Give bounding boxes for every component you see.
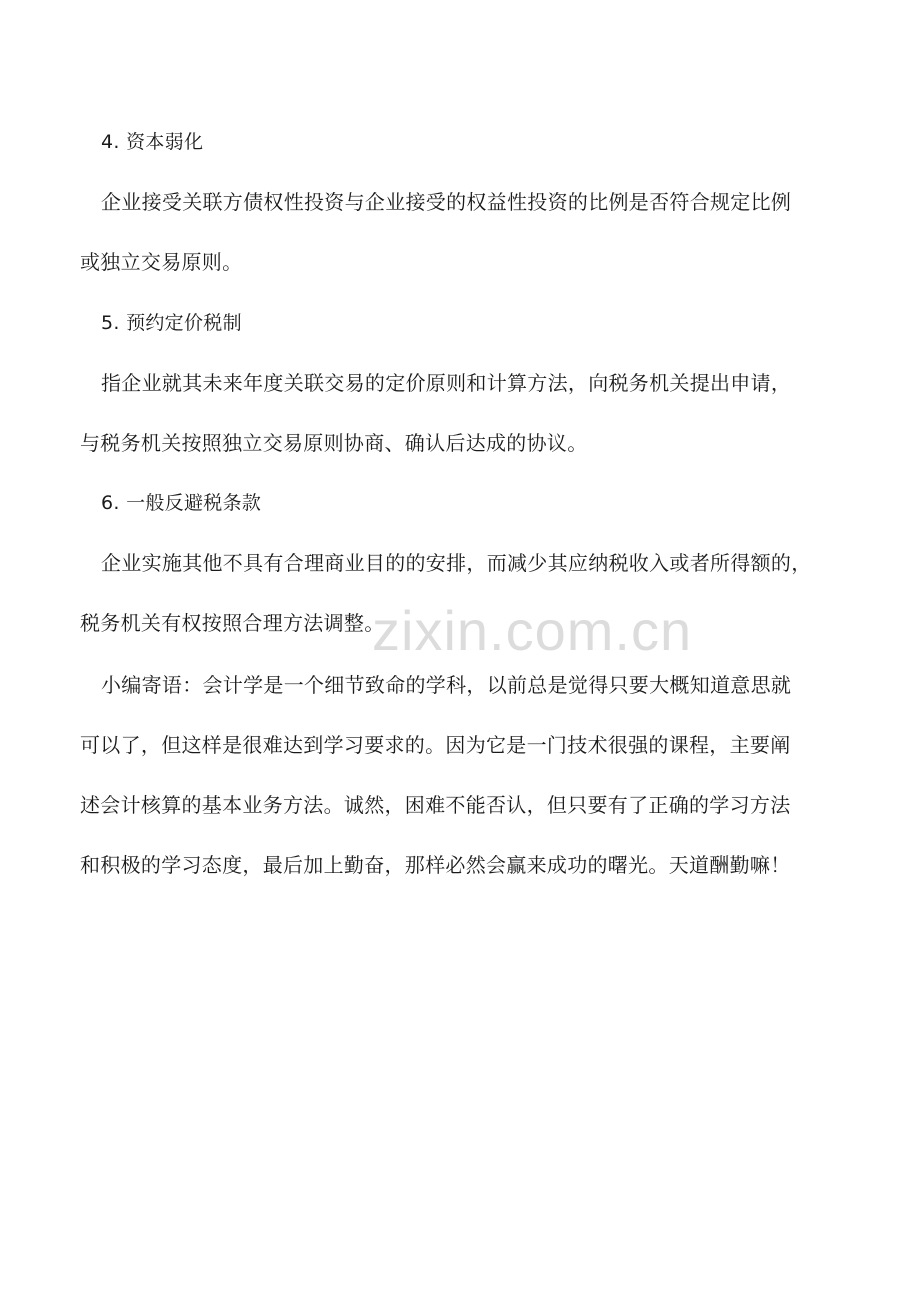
closing-remark — [80, 655, 845, 895]
section-capital-weakening — [80, 112, 845, 292]
paragraph-line: 小编寄语：会计学是一个细节致命的学科，以前总是觉得只要大概知道意思就 — [101, 673, 792, 697]
section-heading: 6. 一般反避税条款 — [101, 492, 262, 514]
paragraph-line: 和积极的学习态度，最后加上勤奋，那样必然会赢来成功的曙光。天道酬勤嘛！ — [80, 853, 791, 877]
paragraph-line: 述会计核算的基本业务方法。诚然，困难不能否认，但只要有了正确的学习方法 — [80, 793, 791, 817]
paragraph-line: 企业实施其他不具有合理商业目的的安排，而减少其应纳税收入或者所得额的， — [101, 551, 812, 575]
watermark: zixin.com.cn — [372, 599, 693, 662]
paragraph-line: 与税务机关按照独立交易原则协商、确认后达成的协议。 — [80, 431, 588, 455]
section-heading: 4. 资本弱化 — [101, 131, 204, 153]
section-heading: 5. 预约定价税制 — [101, 312, 242, 334]
paragraph-line: 企业接受关联方债权性投资与企业接受的权益性投资的比例是否符合规定比例 — [101, 190, 792, 214]
section-general-anti-avoidance — [80, 473, 845, 653]
paragraph-line: 可以了，但这样是很难达到学习要求的。因为它是一门技术很强的课程，主要阐 — [80, 733, 791, 757]
paragraph-line: 税务机关有权按照合理方法调整。 — [80, 611, 385, 635]
paragraph-line: 或独立交易原则。 — [80, 250, 243, 274]
paragraph-line: 指企业就其未来年度关联交易的定价原则和计算方法，向税务机关提出申请， — [101, 371, 792, 395]
section-advance-pricing — [80, 293, 845, 473]
